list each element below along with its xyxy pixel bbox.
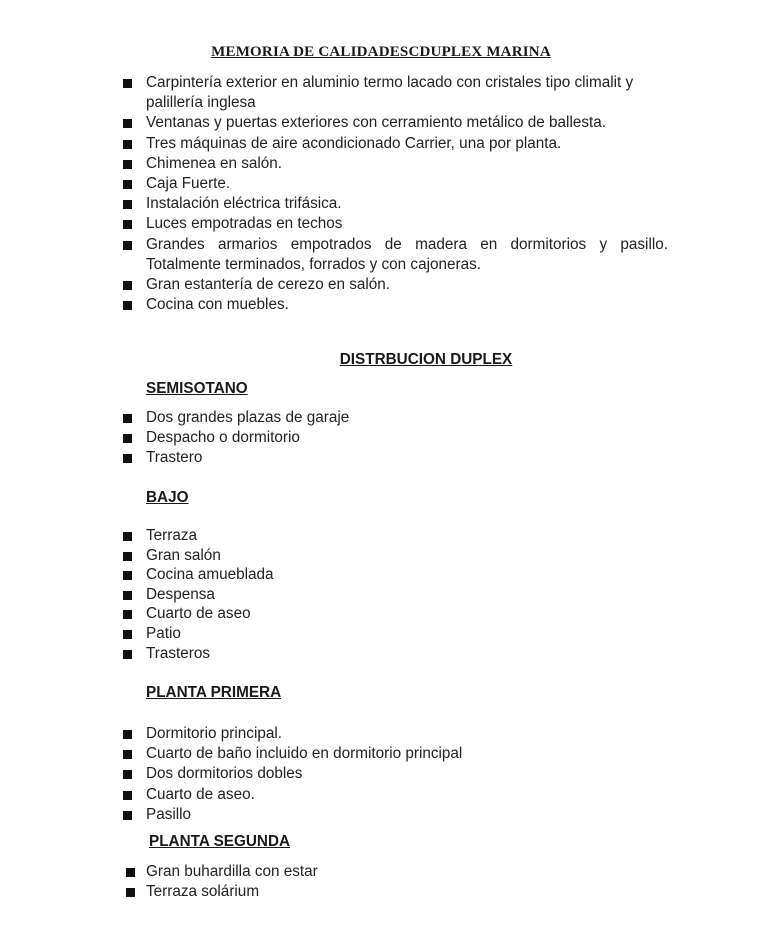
square-bullet-icon (123, 414, 132, 423)
list-item: Cuarto de baño incluido en dormitorio principal (123, 744, 462, 764)
list-item: Dos grandes plazas de garaje (123, 408, 349, 428)
square-bullet-icon (126, 868, 135, 877)
square-bullet-icon (123, 200, 132, 209)
square-bullet-icon (123, 220, 132, 229)
list-item: Despensa (123, 585, 274, 605)
square-bullet-icon (123, 532, 132, 541)
list-item: Gran estantería de cerezo en salón. (123, 275, 668, 295)
square-bullet-icon (123, 241, 132, 250)
list-item: Luces empotradas en techos (123, 214, 668, 234)
semisotano-list (123, 408, 349, 469)
list-item: Tres máquinas de aire acondicionado Carrier, una por planta. (123, 134, 668, 154)
square-bullet-icon (126, 888, 135, 897)
square-bullet-icon (123, 119, 132, 128)
square-bullet-icon (123, 811, 132, 820)
list-item: Carpintería exterior en aluminio termo lacado con cristales tipo climalit y palillería inglesa (123, 73, 668, 113)
square-bullet-icon (123, 140, 132, 149)
list-item: Terraza solárium (126, 882, 318, 902)
quality-list (123, 73, 668, 315)
bajo-heading: BAJO (146, 489, 189, 506)
list-item: Cuarto de aseo (123, 604, 274, 624)
list-item: Cuarto de aseo. (123, 785, 462, 805)
square-bullet-icon (123, 281, 132, 290)
list-item: Cocina con muebles. (123, 295, 668, 315)
square-bullet-icon (123, 454, 132, 463)
planta-primera-list (123, 724, 462, 825)
planta-primera-heading: PLANTA PRIMERA (146, 684, 282, 701)
square-bullet-icon (123, 610, 132, 619)
list-item: Instalación eléctrica trifásica. (123, 194, 668, 214)
square-bullet-icon (123, 630, 132, 639)
list-item: Grandes armarios empotrados de madera en dormitorios y pasillo. Totalmente terminados, forrados y con cajoneras. (123, 235, 668, 275)
square-bullet-icon (123, 301, 132, 310)
list-item: Trastero (123, 448, 349, 468)
list-item: Cocina amueblada (123, 565, 274, 585)
list-item: Gran salón (123, 546, 274, 566)
square-bullet-icon (123, 571, 132, 580)
document-title: MEMORIA DE CALIDADESCDUPLEX MARINA (211, 44, 551, 60)
distribution-title: DISTRBUCION DUPLEX (339, 351, 513, 368)
list-item: Terraza (123, 526, 274, 546)
list-item: Patio (123, 624, 274, 644)
square-bullet-icon (123, 79, 132, 88)
bajo-list (123, 526, 274, 663)
list-item: Trasteros (123, 644, 274, 664)
list-item: Gran buhardilla con estar (126, 862, 318, 882)
list-item: Ventanas y puertas exteriores con cerramiento metálico de ballesta. (123, 113, 668, 133)
square-bullet-icon (123, 180, 132, 189)
planta-segunda-list (126, 862, 318, 902)
square-bullet-icon (123, 552, 132, 561)
square-bullet-icon (123, 750, 132, 759)
list-item: Dormitorio principal. (123, 724, 462, 744)
semisotano-heading: SEMISOTANO (146, 380, 248, 397)
square-bullet-icon (123, 160, 132, 169)
list-item: Caja Fuerte. (123, 174, 668, 194)
list-item: Pasillo (123, 805, 462, 825)
list-item: Chimenea en salón. (123, 154, 668, 174)
square-bullet-icon (123, 591, 132, 600)
square-bullet-icon (123, 650, 132, 659)
planta-segunda-heading: PLANTA SEGUNDA (149, 833, 291, 850)
square-bullet-icon (123, 434, 132, 443)
square-bullet-icon (123, 791, 132, 800)
list-item: Dos dormitorios dobles (123, 764, 462, 784)
square-bullet-icon (123, 730, 132, 739)
list-item: Despacho o dormitorio (123, 428, 349, 448)
square-bullet-icon (123, 770, 132, 779)
